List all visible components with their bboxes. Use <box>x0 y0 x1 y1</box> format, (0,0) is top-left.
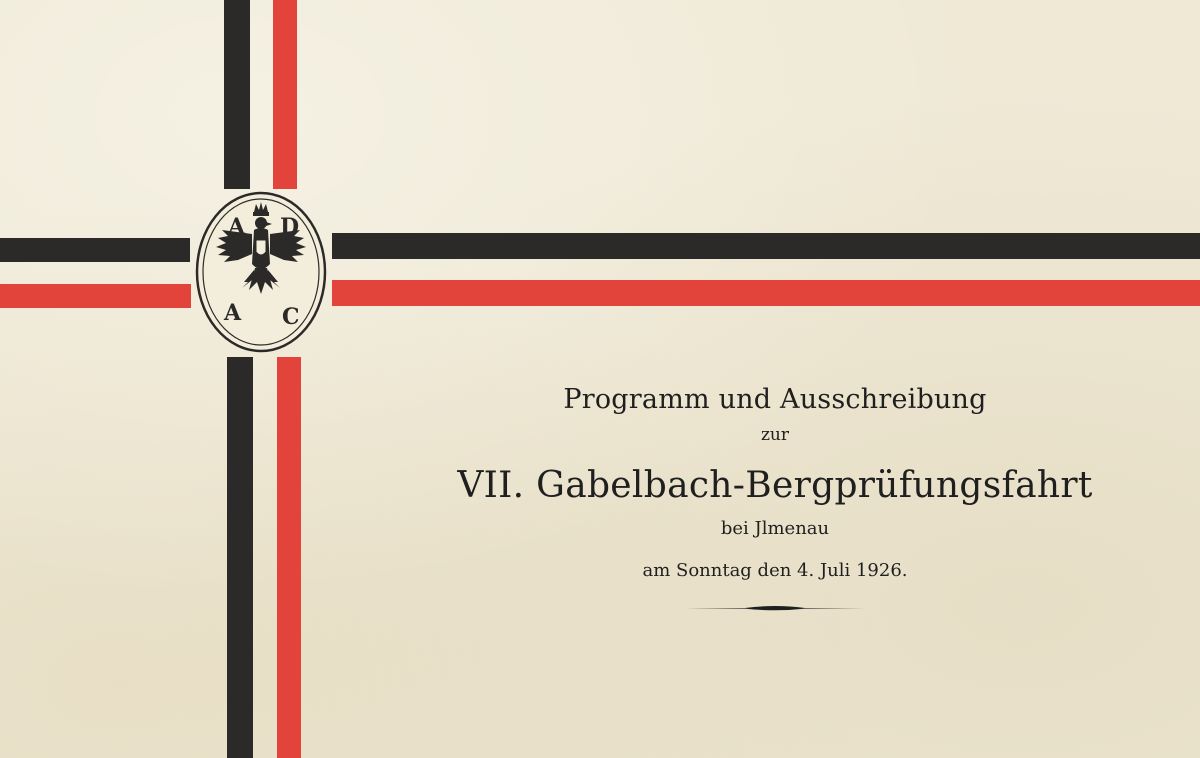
title-block <box>420 378 1130 612</box>
connector-text: zur <box>760 425 790 445</box>
vertical-red-stripe-top <box>273 0 297 189</box>
adac-seal <box>194 190 328 354</box>
event-location: bei Jlmenau <box>720 518 830 539</box>
vertical-red-stripe-bottom <box>277 357 301 758</box>
horizontal-black-stripe-right <box>332 233 1200 259</box>
svg-text:A: A <box>224 300 242 326</box>
svg-text:A: A <box>228 214 246 240</box>
event-date: am Sonntag den 4. Juli 1926. <box>642 560 908 581</box>
vertical-black-stripe-bottom <box>227 357 253 758</box>
horizontal-red-stripe-right <box>332 280 1200 306</box>
event-title: VII. Gabelbach-Bergprüfungsfahrt <box>457 465 1093 506</box>
horizontal-red-stripe-left <box>0 284 191 308</box>
vertical-black-stripe-top <box>224 0 250 189</box>
svg-text:C: C <box>282 304 300 330</box>
ornamental-divider <box>685 604 865 612</box>
program-heading: Programm und Ausschreibung <box>563 384 987 415</box>
horizontal-black-stripe-left <box>0 238 190 262</box>
svg-text:D: D <box>280 214 300 240</box>
